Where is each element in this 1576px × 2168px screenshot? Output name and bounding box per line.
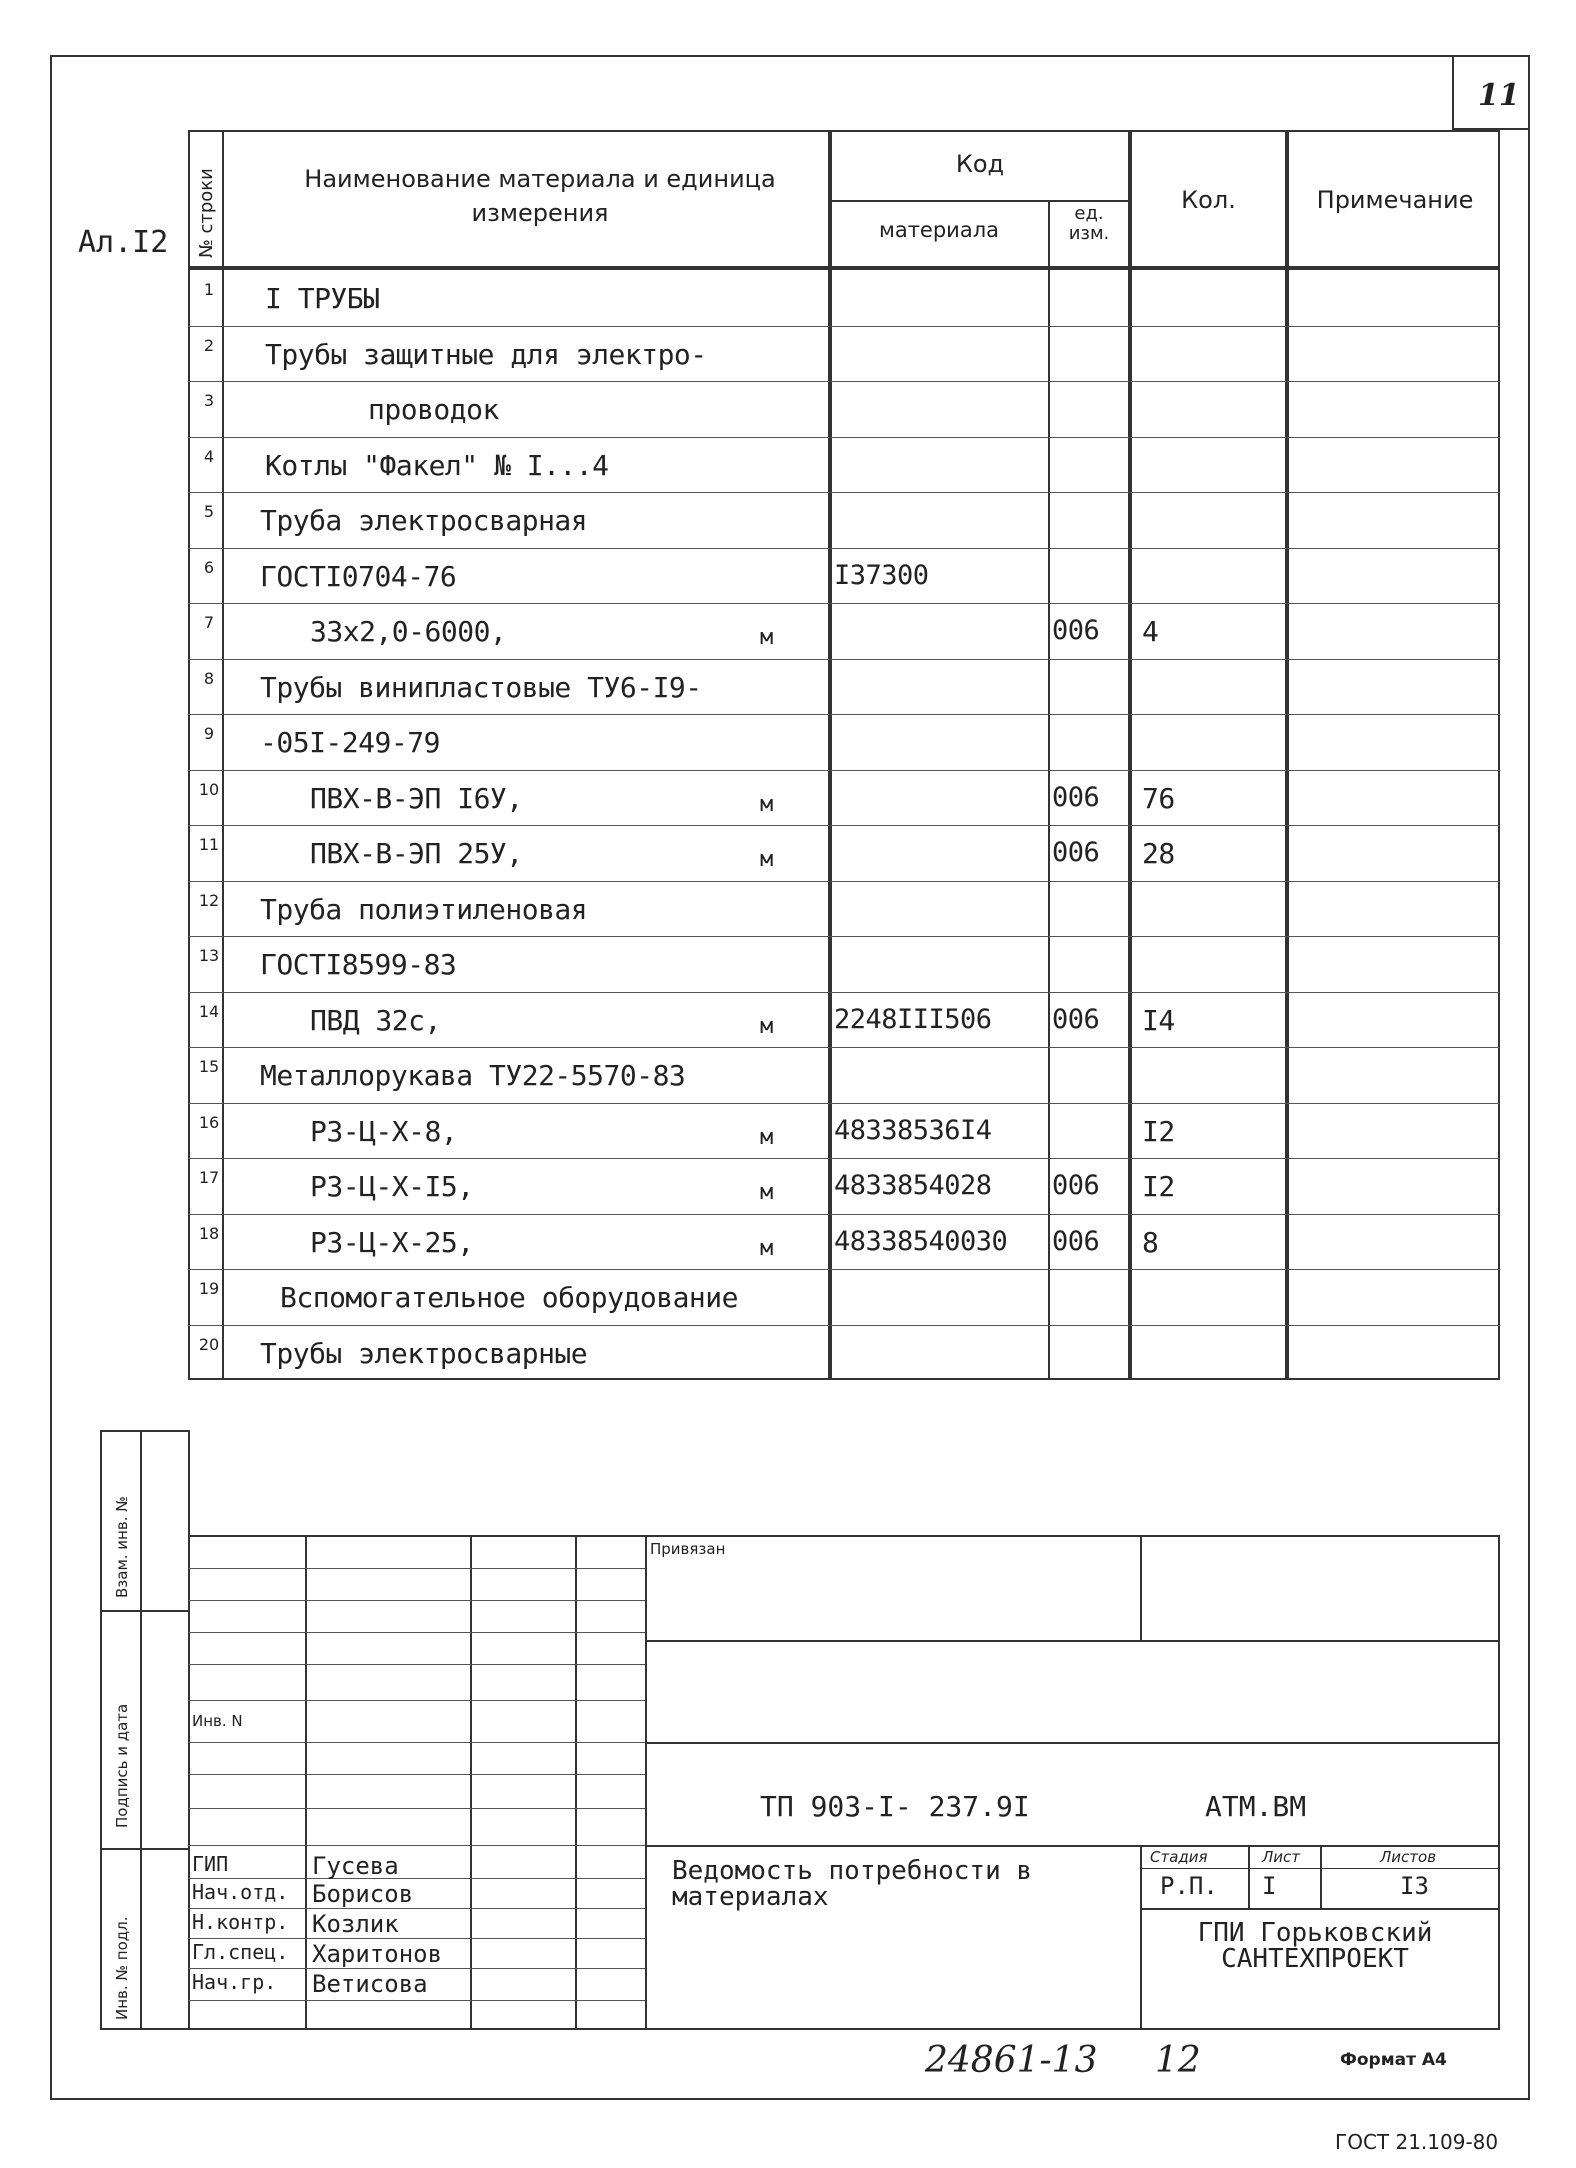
unit-of-measure: м [760, 847, 774, 872]
unit-code: 006 [1052, 1170, 1100, 1201]
side-stamp-line-1 [100, 1610, 190, 1612]
material-name: Трубы винипластовые ТУ6-I9- [260, 670, 702, 704]
tb-stage-col [1248, 1845, 1250, 1908]
tb-sheet: I [1262, 1872, 1277, 1900]
row-number: 11 [198, 835, 220, 854]
tb-org: ГПИ Горьковский САНТЕХПРОЕКТ [1197, 1918, 1433, 1974]
row-divider [188, 714, 1500, 715]
material-name: Трубы электросварные [260, 1336, 588, 1370]
unit-of-measure: м [760, 625, 774, 650]
row-number: 15 [198, 1057, 220, 1076]
footer-gost: ГОСТ 21.109-80 [1335, 2130, 1499, 2154]
footer-format: Формат А4 [1340, 2050, 1447, 2070]
col-header-note: Примечание [1316, 186, 1474, 214]
col-header-code-material: материала [878, 218, 999, 242]
tb-role: ГИП [192, 1852, 229, 1876]
material-name: РЗ-Ц-Х-8, [310, 1114, 458, 1148]
material-name: Труба электросварная [260, 504, 588, 537]
col-line-code [1048, 200, 1050, 1380]
row-divider [188, 437, 1500, 438]
unit-of-measure: м [760, 1180, 774, 1205]
row-number: 17 [198, 1168, 220, 1187]
material-name: проводок [368, 393, 499, 426]
material-name: РЗ-Ц-Х-25, [310, 1225, 474, 1259]
row-divider [188, 1103, 1500, 1104]
quantity: 4 [1142, 615, 1159, 648]
row-number: 2 [203, 335, 215, 355]
unit-code: 006 [1052, 837, 1100, 868]
col-header-qty: Кол. [1181, 186, 1236, 214]
tb-privyazan: Привязан [650, 1540, 726, 1558]
unit-of-measure: м [760, 1124, 774, 1150]
title-block-row-line [188, 1632, 645, 1633]
material-code: 4833854028 [834, 1170, 992, 1201]
quantity: 8 [1142, 1225, 1159, 1259]
tb-stage-divider [1140, 1845, 1142, 2030]
row-number: 9 [203, 724, 215, 743]
tb-line-a [645, 1640, 1500, 1642]
row-number: 3 [203, 391, 215, 410]
col-line-name [828, 130, 832, 1380]
title-block-row-line [188, 1774, 645, 1775]
quantity: 76 [1142, 781, 1175, 815]
material-name: 33х2,0-6000, [310, 615, 507, 648]
tb-col-1 [305, 1535, 307, 2030]
material-name: ГОСТI0704-76 [260, 559, 457, 593]
material-name: Металлорукава ТУ22-5570-83 [260, 1059, 686, 1092]
quantity: I4 [1142, 1003, 1175, 1037]
material-code: 2248III506 [834, 1003, 992, 1035]
title-block-row-line [188, 1808, 645, 1809]
title-block-row-line [188, 2000, 645, 2001]
tb-doc-mark: АТМ.ВМ [1205, 1790, 1307, 1823]
row-divider [188, 992, 1500, 993]
unit-code: 006 [1052, 781, 1100, 813]
unit-code: 006 [1052, 1003, 1100, 1035]
row-number: 16 [198, 1112, 220, 1132]
tb-col-4 [645, 1535, 647, 2030]
row-divider [188, 1158, 1500, 1159]
unit-code: 006 [1052, 615, 1100, 646]
unit-code: 006 [1052, 1225, 1100, 1257]
row-number: 6 [203, 557, 215, 577]
row-number: 1 [203, 280, 215, 299]
quantity: I2 [1142, 1170, 1175, 1203]
row-number: 5 [203, 502, 215, 521]
material-name: Труба полиэтиленовая [260, 892, 588, 926]
header-divider [188, 266, 1500, 270]
col-line-qty [1285, 130, 1289, 1380]
material-name: -05I-249-79 [260, 726, 440, 759]
sheet-number: 11 [1478, 78, 1520, 113]
material-name: I ТРУБЫ [265, 282, 380, 315]
tb-doc-code: ТП 903-I- 237.9I [760, 1790, 1030, 1823]
row-divider [188, 1325, 1500, 1326]
footer-page: 12 [1155, 2040, 1201, 2081]
col-header-name: Наименование материала и единица измерения [304, 165, 776, 227]
row-divider [188, 1214, 1500, 1215]
tb-sheet-col [1320, 1845, 1322, 1908]
code-subheader-line [828, 200, 1128, 202]
unit-of-measure: м [760, 1235, 774, 1261]
material-name: ПВД 32с, [310, 1003, 441, 1037]
material-code: 48338540030 [834, 1225, 1008, 1257]
material-name: ГОСТI8599-83 [260, 948, 457, 981]
tb-line-c [645, 1845, 1500, 1847]
title-block-row-line [188, 1878, 645, 1879]
material-name: РЗ-Ц-Х-I5, [310, 1170, 474, 1203]
row-number: 18 [198, 1223, 220, 1243]
row-number: 20 [198, 1334, 220, 1354]
row-divider [188, 1269, 1500, 1270]
material-code: 48338536I4 [834, 1114, 992, 1146]
material-name: Котлы "Факел" № I...4 [265, 448, 609, 482]
tb-role: Нач.отд. [192, 1880, 289, 1904]
col-header-code-unit: ед. изм. [1068, 203, 1110, 244]
footer-archive-no: 24861-13 [925, 2040, 1098, 2081]
side-stamp-divider [140, 1430, 142, 2030]
material-code: I37300 [834, 559, 929, 591]
row-number: 7 [203, 613, 215, 632]
row-number: 19 [198, 1279, 220, 1298]
tb-org-line [1140, 1908, 1500, 1910]
tb-sheets-label: Листов [1380, 1848, 1437, 1866]
side-stamp-podp: Подпись и дата [113, 1703, 131, 1828]
tb-inv-n: Инв. N [192, 1712, 243, 1730]
row-divider [188, 326, 1500, 327]
title-block-row-line [188, 1568, 645, 1569]
row-divider [188, 492, 1500, 493]
material-name: ПВХ-В-ЭП 25У, [310, 837, 523, 870]
tb-col-2 [470, 1535, 472, 2030]
tb-line-b [645, 1742, 1500, 1744]
tb-privyazan-divider [1140, 1535, 1142, 1640]
tb-title: Ведомость потребности в материалах [672, 1856, 1033, 1912]
tb-person-name: Ветисова [312, 1970, 428, 1998]
tb-stage: Р.П. [1160, 1872, 1218, 1900]
tb-role: Нач.гр. [192, 1970, 277, 1994]
side-stamp-line-2 [100, 1848, 190, 1850]
row-number: 4 [203, 446, 215, 466]
row-number: 10 [198, 779, 220, 799]
row-divider [188, 825, 1500, 826]
tb-sheets: I3 [1400, 1872, 1429, 1900]
row-number: 14 [198, 1001, 220, 1021]
col-header-code: Код [955, 150, 1005, 178]
unit-of-measure: м [760, 791, 774, 817]
tb-role: Н.контр. [192, 1910, 289, 1934]
title-block-row-line [188, 1845, 645, 1846]
title-block-row-line [188, 1664, 645, 1665]
row-divider [188, 548, 1500, 549]
material-name: ПВХ-В-ЭП I6У, [310, 781, 523, 815]
quantity: 28 [1142, 837, 1175, 870]
title-block-row-line [188, 1908, 645, 1909]
side-stamp-vzam: Взам. инв. № [113, 1496, 131, 1598]
row-divider [188, 659, 1500, 660]
title-block-row-line [188, 1938, 645, 1939]
tb-person-name: Гусева [312, 1852, 399, 1880]
material-name: Трубы защитные для электро- [265, 337, 707, 371]
album-ref: Ал.I2 [78, 225, 169, 260]
row-number: 13 [198, 946, 220, 965]
row-number: 8 [203, 668, 215, 688]
title-block-row-line [188, 1968, 645, 1969]
title-block-row-line [188, 1742, 645, 1743]
tb-person-name: Харитонов [312, 1940, 443, 1968]
col-header-row: № строки [196, 168, 217, 258]
material-name: Вспомогательное оборудование [280, 1281, 739, 1314]
row-divider [188, 603, 1500, 604]
quantity: I2 [1142, 1114, 1175, 1148]
tb-person-name: Козлик [312, 1910, 399, 1938]
col-line-num [222, 130, 224, 1380]
side-stamp-inv: Инв. № подл. [113, 1916, 131, 2020]
row-divider [188, 936, 1500, 937]
tb-role: Гл.спец. [192, 1940, 289, 1964]
row-divider [188, 881, 1500, 882]
row-divider [188, 770, 1500, 771]
title-block-row-line [188, 1700, 645, 1701]
tb-col-3 [575, 1535, 577, 2030]
tb-person-name: Борисов [312, 1880, 414, 1908]
row-divider [188, 1047, 1500, 1048]
tb-stage-label: Стадия [1150, 1848, 1208, 1866]
row-divider [188, 381, 1500, 382]
tb-sheet-label: Лист [1262, 1848, 1301, 1866]
title-block-row-line [188, 1600, 645, 1601]
unit-of-measure: м [760, 1013, 774, 1039]
col-line-unit [1128, 130, 1132, 1380]
row-number: 12 [198, 890, 220, 910]
